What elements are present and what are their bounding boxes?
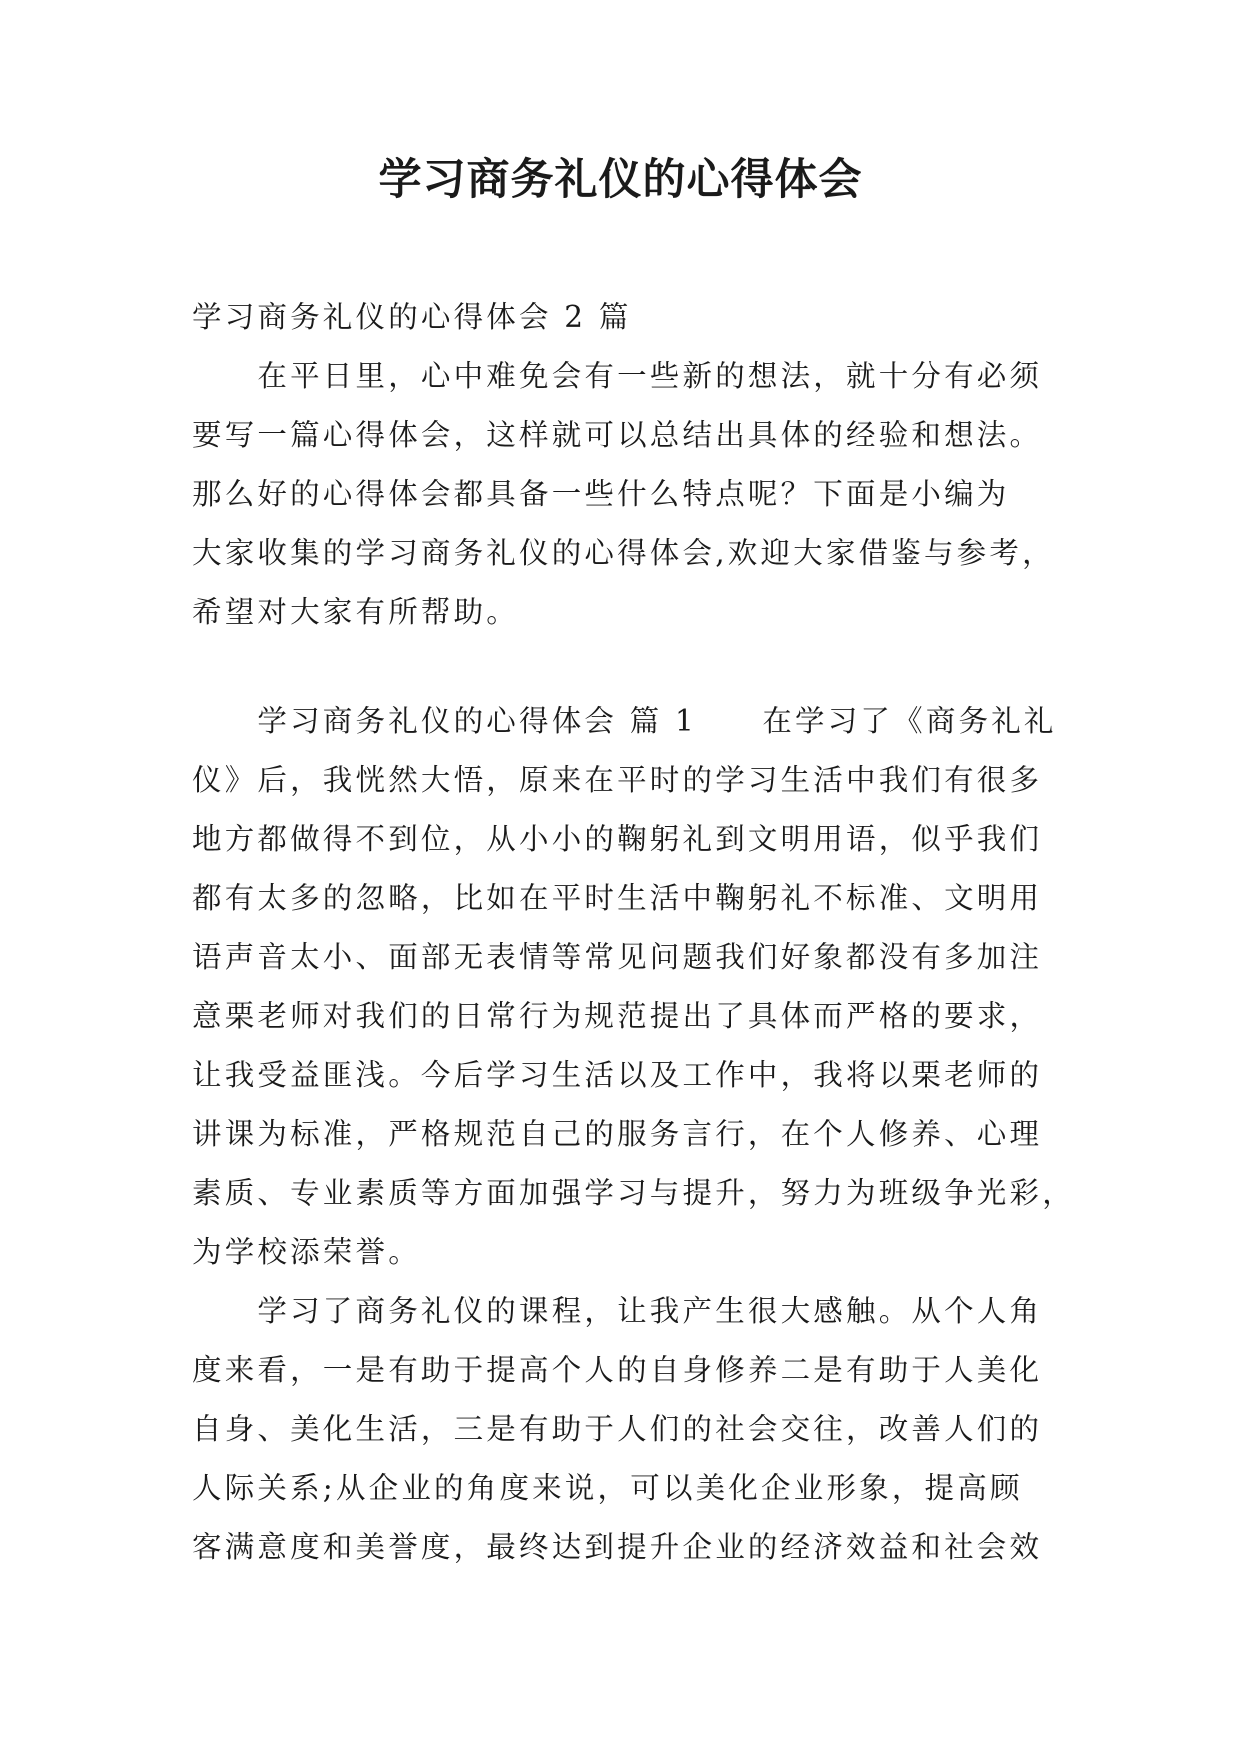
section-two-paragraph bbox=[192, 1282, 1072, 1577]
intro-paragraph bbox=[192, 347, 1072, 642]
intro-line: 要写一篇心得体会，这样就可以总结出具体的经验和想法。 bbox=[192, 418, 1043, 452]
intro-line: 大家收集的学习商务礼仪的心得体会,欢迎大家借鉴与参考， bbox=[192, 536, 1055, 570]
section-two-line: 人际关系;从企业的角度来说，可以美化企业形象，提高顾 bbox=[192, 1471, 1023, 1505]
section-one-line: 讲课为标准，严格规范自己的服务言行，在个人修养、心理 bbox=[192, 1117, 1043, 1151]
section-one-line: 都有太多的忽略，比如在平时生活中鞠躬礼不标准、文明用 bbox=[192, 881, 1043, 915]
section-one-line: 素质、专业素质等方面加强学习与提升，努力为班级争光彩， bbox=[192, 1176, 1075, 1210]
intro-line: 希望对大家有所帮助。 bbox=[192, 595, 520, 629]
section-two-line: 度来看，一是有助于提高个人的自身修养二是有助于人美化 bbox=[192, 1353, 1043, 1387]
section-one-line: 地方都做得不到位，从小小的鞠躬礼到文明用语，似乎我们 bbox=[192, 822, 1043, 856]
subtitle-line: 学习商务礼仪的心得体会 2 篇 bbox=[192, 300, 632, 334]
section-one-line: 学习商务礼仪的心得体会 篇 1 在学习了《商务礼礼 bbox=[192, 704, 1057, 738]
document-subtitle bbox=[192, 288, 1072, 347]
intro-line: 在平日里，心中难免会有一些新的想法，就十分有必须 bbox=[192, 359, 1043, 393]
section-two-line: 自身、美化生活，三是有助于人们的社会交往，改善人们的 bbox=[192, 1412, 1043, 1446]
section-two-line: 客满意度和美誉度，最终达到提升企业的经济效益和社会效 bbox=[192, 1530, 1043, 1564]
section-one-line: 语声音太小、面部无表情等常见问题我们好象都没有多加注 bbox=[192, 940, 1043, 974]
section-one-line: 为学校添荣誉。 bbox=[192, 1235, 421, 1269]
document-title: 学习商务礼仪的心得体会 bbox=[378, 155, 863, 205]
section-two-line: 学习了商务礼仪的课程，让我产生很大感触。从个人角 bbox=[192, 1294, 1043, 1328]
section-one-paragraph bbox=[192, 692, 1075, 1282]
section-one-line: 让我受益匪浅。今后学习生活以及工作中，我将以栗老师的 bbox=[192, 1058, 1043, 1092]
section-one-line: 仪》后，我恍然大悟，原来在平时的学习生活中我们有很多 bbox=[192, 763, 1043, 797]
intro-line: 那么好的心得体会都具备一些什么特点呢？下面是小编为 bbox=[192, 477, 1010, 511]
section-one-line: 意栗老师对我们的日常行为规范提出了具体而严格的要求， bbox=[192, 999, 1043, 1033]
